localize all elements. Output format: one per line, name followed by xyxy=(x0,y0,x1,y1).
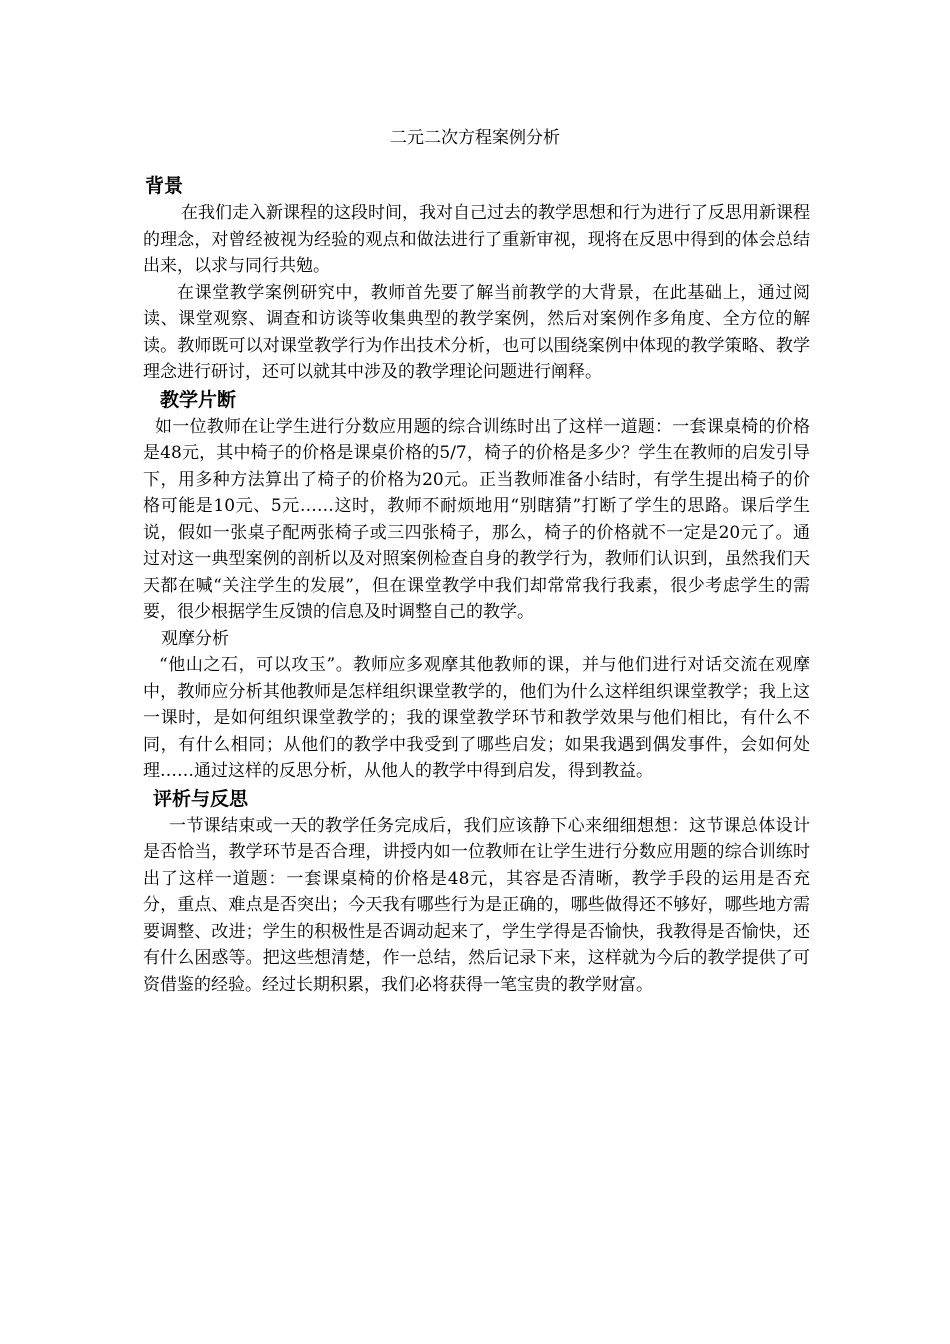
section-heading-fragment: 教学片断 xyxy=(160,388,237,411)
section-heading-evaluation: 评析与反思 xyxy=(153,787,249,810)
background-paragraph-2: 在课堂教学案例研究中，教师首先要了解当前教学的大背景，在此基础上，通过阅读、课堂观察、调查和访谈等收集典型的教学案例，然后对案例作多角度、全方位的解读。教师既可以对课堂教学行为作出技术分析，也可以围绕案例中体现的教学策略、教学理念进行研讨，还可以就其中涉及的教学理论问题进行阐释。 xyxy=(143,282,810,382)
section-heading-background: 背景 xyxy=(145,175,184,197)
observation-paragraph: “他山之石，可以攻玉”。教师应多观摩其他教师的课，并与他们进行对话交流在观摩中，教师应分析其他教师是怎样组织课堂教学的，他们为什么这样组织课堂教学；我上这一课时，是如何组织课堂教学的；我的课堂教学环节和教学效果与他们相比，有什么不同，有什么相同；从他们的教学中我受到了哪些启发；如果我遇到偶发事件，会如何处理……通过这样的反思分析，从他人的教学中得到启发，得到教益。 xyxy=(143,655,810,781)
document-title: 二元二次方程案例分析 xyxy=(390,128,560,148)
fragment-paragraph: 如一位教师在让学生进行分数应用题的综合训练时出了这样一道题：一套课桌椅的价格是48元，其中椅子的价格是课桌价格的5/7，椅子的价格是多少？学生在教师的启发引导下，用多种方法算出了椅子的价格为20元。正当教师准备小结时，有学生提出椅子的价格可能是10元、5元……这时，教师不耐烦地用“别瞎猜”打断了学生的思路。课后学生说，假如一张桌子配两张椅子或三四张椅子，那么，椅子的价格就不一定是20元了。通过对这一典型案例的剖析以及对照案例检查自身的教学行为，教师们认识到，虽然我们天天都在喊“关注学生的发展”，但在课堂教学中我们却常常我行我素，很少考虑学生的需要，很少根据学生反馈的信息及时调整自己的教学。 xyxy=(143,416,810,622)
sub-heading-observation: 观摩分析 xyxy=(161,628,229,649)
evaluation-paragraph: 一节课结束或一天的教学任务完成后，我们应该静下心来细细想想：这节课总体设计是否恰当，教学环节是否合理，讲授内如一位教师在让学生进行分数应用题的综合训练时出了这样一道题：一套课桌椅的价格是48元，其容是否清晰，教学手段的运用是否充分，重点、难点是否突出；今天我有哪些行为是正确的，哪些做得还不够好，哪些地方需要调整、改进；学生的积极性是否调动起来了，学生学得是否愉快，我教得是否愉快，还有什么困惑等。把这些想清楚，作一总结，然后记录下来，这样就为今后的教学提供了可资借鉴的经验。经过长期积累，我们必将获得一笔宝贵的教学财富。 xyxy=(143,815,810,995)
background-paragraph-1: 在我们走入新课程的这段时间，我对自己过去的教学思想和行为进行了反思用新课程的理念，对曾经被视为经验的观点和做法进行了重新审视，现将在反思中得到的体会总结出来，以求与同行共勉。 xyxy=(143,203,810,276)
document-body xyxy=(143,172,810,998)
